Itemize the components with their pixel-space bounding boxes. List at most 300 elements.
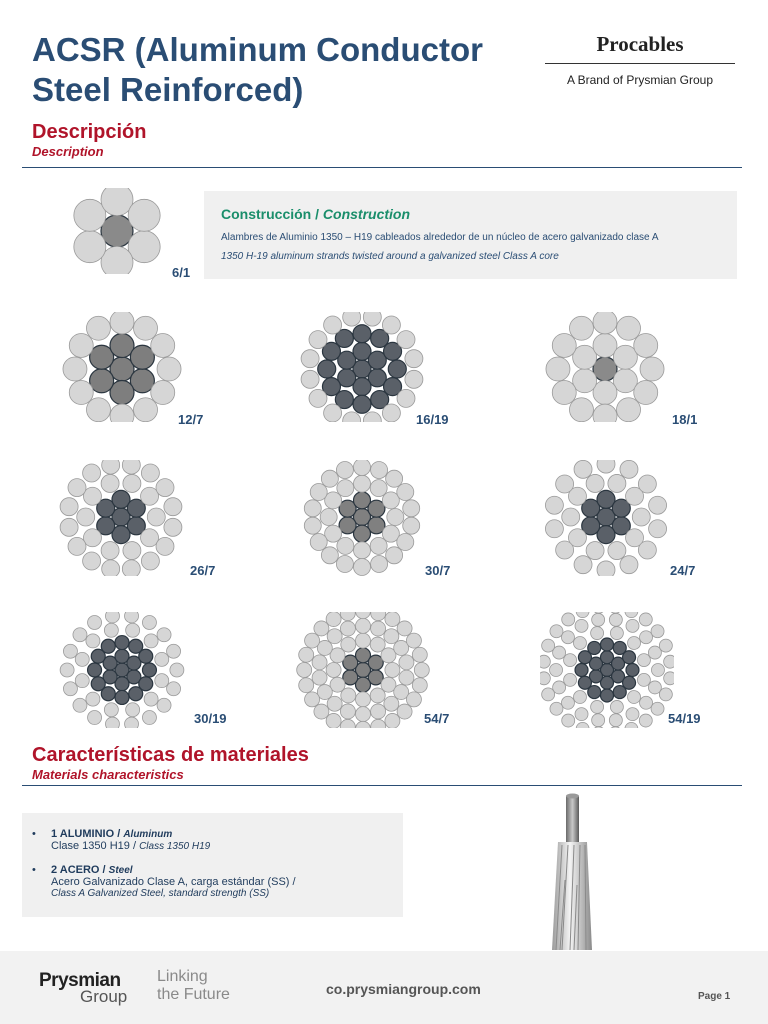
aluminum-strand <box>573 345 597 369</box>
construction-text-en: 1350 H-19 aluminum strands twisted around a galvanized steel Class A core <box>221 251 559 262</box>
aluminum-strand <box>110 312 134 334</box>
aluminum-strand <box>156 537 174 555</box>
aluminum-strand <box>155 652 169 666</box>
aluminum-strand <box>310 484 327 501</box>
steel-strand <box>129 687 143 701</box>
acsr-cable-illustration <box>540 790 610 950</box>
aluminum-strand <box>63 357 87 381</box>
aluminum-strand <box>617 316 641 340</box>
aluminum-strand <box>340 719 355 728</box>
aluminum-strand <box>141 464 159 482</box>
aluminum-strand <box>371 462 388 479</box>
stranding-16-19-diagram <box>298 312 426 422</box>
aluminum-strand <box>609 727 622 728</box>
aluminum-strand <box>343 412 361 422</box>
aluminum-strand <box>157 698 171 712</box>
aluminum-strand <box>637 654 650 667</box>
aluminum-strand <box>634 333 658 357</box>
aluminum-strand <box>101 188 133 216</box>
material-name-es: 1 ALUMINIO / <box>51 828 121 840</box>
aluminum-strand <box>651 702 664 715</box>
aluminum-strand <box>591 627 604 640</box>
construction-text-es: Alambres de Aluminio 1350 – H19 cableados alrededor de un núcleo de acero galvanizado clase A <box>221 232 659 243</box>
aluminum-strand <box>610 700 623 713</box>
aluminum-strand <box>301 370 319 388</box>
aluminum-strand <box>141 487 159 505</box>
aluminum-strand <box>63 644 77 658</box>
aluminum-strand <box>74 231 106 263</box>
aluminum-strand <box>297 663 312 678</box>
aluminum-strand <box>550 625 563 638</box>
aluminum-strand <box>575 619 588 632</box>
aluminum-strand <box>569 398 593 422</box>
aluminum-strand <box>343 312 361 326</box>
aluminum-strand <box>564 654 577 667</box>
aluminum-strand <box>608 474 626 492</box>
aluminum-strand <box>123 542 141 560</box>
materials-heading-en: Materials characteristics <box>32 767 184 782</box>
aluminum-strand <box>125 717 139 728</box>
aluminum-strand <box>123 474 141 492</box>
aluminum-strand <box>552 333 576 357</box>
aluminum-strand <box>125 612 139 623</box>
aluminum-strand <box>574 460 592 478</box>
description-heading-es: Descripción <box>32 121 147 143</box>
aluminum-strand <box>617 398 641 422</box>
steel-strand <box>623 651 636 664</box>
aluminum-strand <box>586 474 604 492</box>
aluminum-strand <box>340 704 355 719</box>
aluminum-strand <box>356 707 371 722</box>
steel-strand <box>88 663 102 677</box>
aluminum-strand <box>561 631 574 644</box>
aluminum-strand <box>363 412 381 422</box>
aluminum-strand <box>75 674 89 688</box>
aluminum-strand <box>314 621 329 636</box>
aluminum-strand <box>156 479 174 497</box>
aluminum-strand <box>340 612 355 621</box>
aluminum-strand <box>371 621 386 636</box>
aluminum-strand <box>386 470 403 487</box>
aluminum-strand <box>569 316 593 340</box>
aluminum-strand <box>83 487 101 505</box>
aluminum-strand <box>552 381 576 405</box>
aluminum-strand <box>354 542 371 559</box>
steel-strand <box>139 649 153 663</box>
aluminum-strand <box>384 629 399 644</box>
aluminum-strand <box>105 612 119 623</box>
description-heading <box>32 121 146 159</box>
aluminum-strand <box>573 369 597 393</box>
steel-strand <box>318 360 336 378</box>
aluminum-strand <box>406 633 421 648</box>
aluminum-strand <box>634 381 658 405</box>
aluminum-strand <box>144 634 158 648</box>
aluminum-strand <box>620 460 638 478</box>
stranding-54-7-diagram <box>296 612 430 728</box>
aluminum-strand <box>324 404 342 422</box>
steel-strand <box>91 677 105 691</box>
aluminum-strand <box>545 496 563 514</box>
aluminum-strand <box>651 625 664 638</box>
aluminum-strand <box>637 673 650 686</box>
aluminum-strand <box>142 711 156 725</box>
aluminum-strand <box>371 704 386 719</box>
aluminum-strand <box>309 389 327 407</box>
aluminum-strand <box>385 612 400 627</box>
aluminum-strand <box>74 199 106 231</box>
aluminum-strand <box>101 246 133 274</box>
aluminum-strand <box>397 389 415 407</box>
title-line-2: Steel Reinforced) <box>32 71 304 108</box>
steel-strand <box>388 360 406 378</box>
aluminum-strand <box>397 331 415 349</box>
brand-name: Procables <box>596 32 684 56</box>
aluminum-strand <box>151 381 175 405</box>
aluminum-strand <box>649 520 667 538</box>
aluminum-strand <box>356 612 371 619</box>
material-item-aluminum <box>32 828 210 852</box>
aluminum-strand <box>610 627 623 640</box>
aluminum-strand <box>626 619 639 632</box>
aluminum-strand <box>573 636 586 649</box>
aluminum-strand <box>597 561 615 576</box>
tagline-line-1: Linking <box>157 968 208 985</box>
aluminum-strand <box>574 556 592 574</box>
aluminum-strand <box>628 691 641 704</box>
stranding-12-7-label: 12/7 <box>178 412 204 427</box>
steel-strand <box>601 638 614 651</box>
aluminum-strand <box>412 678 427 693</box>
aluminum-strand <box>664 672 674 685</box>
aluminum-strand <box>405 370 423 388</box>
aluminum-strand <box>305 692 320 707</box>
steel-strand <box>626 664 639 677</box>
aluminum-strand <box>83 552 101 570</box>
aluminum-strand <box>564 673 577 686</box>
aluminum-strand <box>540 655 550 668</box>
aluminum-strand <box>60 663 74 677</box>
steel-strand <box>613 686 626 699</box>
aluminum-strand <box>69 333 93 357</box>
steel-strand <box>353 395 371 413</box>
aluminum-strand <box>128 231 160 263</box>
stranding-24-7-diagram <box>540 460 672 576</box>
stranding-18-1-diagram <box>540 312 670 422</box>
aluminum-strand <box>327 629 342 644</box>
stranding-54-19-diagram <box>540 612 674 728</box>
aluminum-strand <box>659 688 672 701</box>
aluminum-strand <box>301 350 319 368</box>
aluminum-strand <box>556 475 574 493</box>
aluminum-strand <box>370 688 385 703</box>
title-line-1: ACSR (Aluminum Conductor <box>32 31 483 68</box>
aluminum-strand <box>399 655 414 670</box>
aluminum-strand <box>157 357 181 381</box>
aluminum-strand <box>128 199 160 231</box>
stranding-30-7-label: 30/7 <box>425 563 451 578</box>
aluminum-strand <box>134 316 158 340</box>
aluminum-strand <box>632 508 650 526</box>
aluminum-strand <box>326 713 341 728</box>
aluminum-strand <box>73 628 87 642</box>
aluminum-strand <box>651 664 664 677</box>
aluminum-strand <box>104 623 118 637</box>
aluminum-strand <box>664 655 674 668</box>
stranding-54-19-label: 54/19 <box>668 711 701 726</box>
aluminum-strand <box>86 398 110 422</box>
aluminum-strand <box>164 498 182 516</box>
aluminum-strand <box>164 518 182 536</box>
aluminum-strand <box>591 700 604 713</box>
aluminum-strand <box>626 708 639 721</box>
steel-strand <box>101 215 133 247</box>
steel-strand <box>115 636 129 650</box>
aluminum-strand <box>597 460 615 473</box>
aluminum-strand <box>102 560 120 576</box>
steel-strand <box>588 641 601 654</box>
aluminum-strand <box>88 615 102 629</box>
aluminum-strand <box>86 692 100 706</box>
aluminum-strand <box>545 520 563 538</box>
aluminum-strand <box>562 714 575 727</box>
aluminum-strand <box>299 678 314 693</box>
aluminum-strand <box>155 674 169 688</box>
aluminum-strand <box>104 703 118 717</box>
materials-box <box>22 813 403 917</box>
aluminum-strand <box>397 704 412 719</box>
construction-heading <box>221 206 410 222</box>
aluminum-strand <box>304 517 321 534</box>
aluminum-strand <box>341 637 356 652</box>
stranding-30-19-label: 30/19 <box>194 711 227 726</box>
aluminum-strand <box>639 714 652 727</box>
aluminum-strand <box>387 509 404 526</box>
section-divider <box>22 167 742 168</box>
aluminum-strand <box>167 644 181 658</box>
aluminum-strand <box>327 696 342 711</box>
aluminum-strand <box>356 618 371 633</box>
material-name-en: Steel <box>108 865 133 876</box>
aluminum-strand <box>638 541 656 559</box>
aluminum-strand <box>659 639 672 652</box>
steel-strand <box>101 639 115 653</box>
aluminum-strand <box>83 464 101 482</box>
aluminum-strand <box>157 628 171 642</box>
stranding-18-1-label: 18/1 <box>672 412 698 427</box>
prysmian-logo-name: Prysmian <box>39 970 121 991</box>
aluminum-strand <box>573 691 586 704</box>
aluminum-strand <box>60 518 78 536</box>
tagline-line-2: the Future <box>157 986 230 1003</box>
construction-heading-en: Construction <box>322 206 411 222</box>
aluminum-strand <box>412 647 427 662</box>
material-detail-en: Class A Galvanized Steel, standard strength (SS) <box>51 888 270 899</box>
aluminum-strand <box>60 498 78 516</box>
steel-strand <box>593 357 617 381</box>
material-detail-en: Class 1350 H19 <box>139 841 211 852</box>
aluminum-strand <box>625 612 638 618</box>
bullet: • <box>32 864 36 876</box>
aluminum-strand <box>640 631 653 644</box>
aluminum-strand <box>170 663 184 677</box>
aluminum-strand <box>122 560 140 576</box>
footer <box>0 951 768 1024</box>
aluminum-strand <box>101 474 119 492</box>
aluminum-strand <box>122 460 140 474</box>
aluminum-strand <box>336 555 353 572</box>
aluminum-strand <box>382 316 400 334</box>
aluminum-strand <box>540 672 550 685</box>
steel-strand <box>90 369 114 393</box>
aluminum-strand <box>88 711 102 725</box>
aluminum-strand <box>382 404 400 422</box>
aluminum-strand <box>326 663 341 678</box>
aluminum-strand <box>305 633 320 648</box>
brand-logo <box>545 32 735 87</box>
aluminum-strand <box>141 552 159 570</box>
aluminum-strand <box>562 508 580 526</box>
aluminum-strand <box>371 719 386 728</box>
aluminum-strand <box>68 479 86 497</box>
document-title <box>32 30 552 110</box>
aluminum-strand <box>75 652 89 666</box>
aluminum-strand <box>414 663 429 678</box>
material-name-es: 2 ACERO / <box>51 864 106 876</box>
aluminum-strand <box>354 460 371 476</box>
aluminum-strand <box>141 529 159 547</box>
aluminum-strand <box>68 537 86 555</box>
aluminum-strand <box>386 547 403 564</box>
aluminum-strand <box>561 696 574 709</box>
aluminum-strand <box>592 714 605 727</box>
aluminum-strand <box>609 613 622 626</box>
aluminum-strand <box>321 470 338 487</box>
aluminum-strand <box>550 664 563 677</box>
aluminum-strand <box>613 345 637 369</box>
aluminum-strand <box>324 316 342 334</box>
aluminum-strand <box>640 357 664 381</box>
stranding-30-19-diagram <box>55 612 189 728</box>
construction-heading-es: Construcción / <box>221 206 320 222</box>
materials-heading <box>32 744 309 782</box>
aluminum-strand <box>625 722 638 728</box>
section-divider <box>22 785 742 786</box>
aluminum-strand <box>314 704 329 719</box>
aluminum-strand <box>336 462 353 479</box>
aluminum-strand <box>609 714 622 727</box>
aluminum-strand <box>356 692 371 707</box>
aluminum-strand <box>542 688 555 701</box>
aluminum-strand <box>77 508 95 526</box>
aluminum-strand <box>354 558 371 575</box>
page-number: Page 1 <box>698 991 731 1002</box>
aluminum-strand <box>299 647 314 662</box>
aluminum-strand <box>147 508 165 526</box>
materials-heading-es: Características de materiales <box>32 744 309 766</box>
aluminum-strand <box>337 480 354 497</box>
aluminum-strand <box>309 331 327 349</box>
stranding-24-7-label: 24/7 <box>670 563 696 578</box>
prysmian-logo-group: Group <box>80 987 128 1006</box>
aluminum-strand <box>102 460 120 474</box>
aluminum-strand <box>134 398 158 422</box>
aluminum-strand <box>312 670 327 685</box>
stranding-30-7-diagram <box>296 460 428 576</box>
stranding-12-7-diagram <box>58 312 186 422</box>
brand-divider <box>545 63 735 64</box>
steel-strand <box>578 676 591 689</box>
aluminum-strand <box>550 702 563 715</box>
aluminum-strand <box>592 613 605 626</box>
aluminum-strand <box>628 636 641 649</box>
aluminum-strand <box>73 698 87 712</box>
aluminum-strand <box>608 542 626 560</box>
aluminum-strand <box>384 696 399 711</box>
steel-strand <box>601 689 614 702</box>
aluminum-strand <box>310 533 327 550</box>
steel-strand <box>575 664 588 677</box>
material-detail-es: Acero Galvanizado Clase A, carga estándar (SS) / <box>51 876 296 888</box>
aluminum-strand <box>69 381 93 405</box>
aluminum-strand <box>397 533 414 550</box>
stranding-54-7-label: 54/7 <box>424 711 450 726</box>
stranding-6-1-diagram <box>62 188 172 274</box>
aluminum-strand <box>370 537 387 554</box>
aluminum-strand <box>142 615 156 629</box>
aluminum-strand <box>620 556 638 574</box>
aluminum-strand <box>151 333 175 357</box>
aluminum-strand <box>613 369 637 393</box>
aluminum-strand <box>586 542 604 560</box>
aluminum-strand <box>356 633 371 648</box>
steel-strand <box>115 690 129 704</box>
aluminum-strand <box>312 655 327 670</box>
aluminum-strand <box>397 484 414 501</box>
aluminum-strand <box>575 708 588 721</box>
aluminum-strand <box>63 682 77 696</box>
aluminum-strand <box>593 381 617 405</box>
aluminum-strand <box>562 613 575 626</box>
stranding-6-1-label: 6/1 <box>172 265 191 280</box>
aluminum-strand <box>639 613 652 626</box>
bullet: • <box>32 828 36 840</box>
aluminum-strand <box>385 663 400 678</box>
construction-box <box>204 191 737 279</box>
aluminum-strand <box>320 509 337 526</box>
brand-subtitle: A Brand of Prysmian Group <box>566 73 714 87</box>
aluminum-strand <box>356 721 371 728</box>
steel-core-end-shape <box>566 794 579 799</box>
aluminum-strand <box>399 670 414 685</box>
aluminum-strand <box>542 639 555 652</box>
aluminum-strand <box>340 621 355 636</box>
aluminum-strand <box>144 692 158 706</box>
aluminum-strand <box>110 404 134 422</box>
aluminum-strand <box>609 612 622 613</box>
aluminum-strand <box>371 555 388 572</box>
aluminum-strand <box>649 496 667 514</box>
aluminum-strand <box>363 312 381 326</box>
aluminum-strand <box>83 529 101 547</box>
aluminum-strand <box>321 547 338 564</box>
aluminum-strand <box>371 612 386 621</box>
website-link[interactable]: co.prysmiangroup.com <box>326 981 481 997</box>
stranding-16-19-label: 16/19 <box>416 412 449 427</box>
aluminum-strand <box>638 475 656 493</box>
steel-strand <box>353 325 371 343</box>
aluminum-strand <box>592 727 605 728</box>
